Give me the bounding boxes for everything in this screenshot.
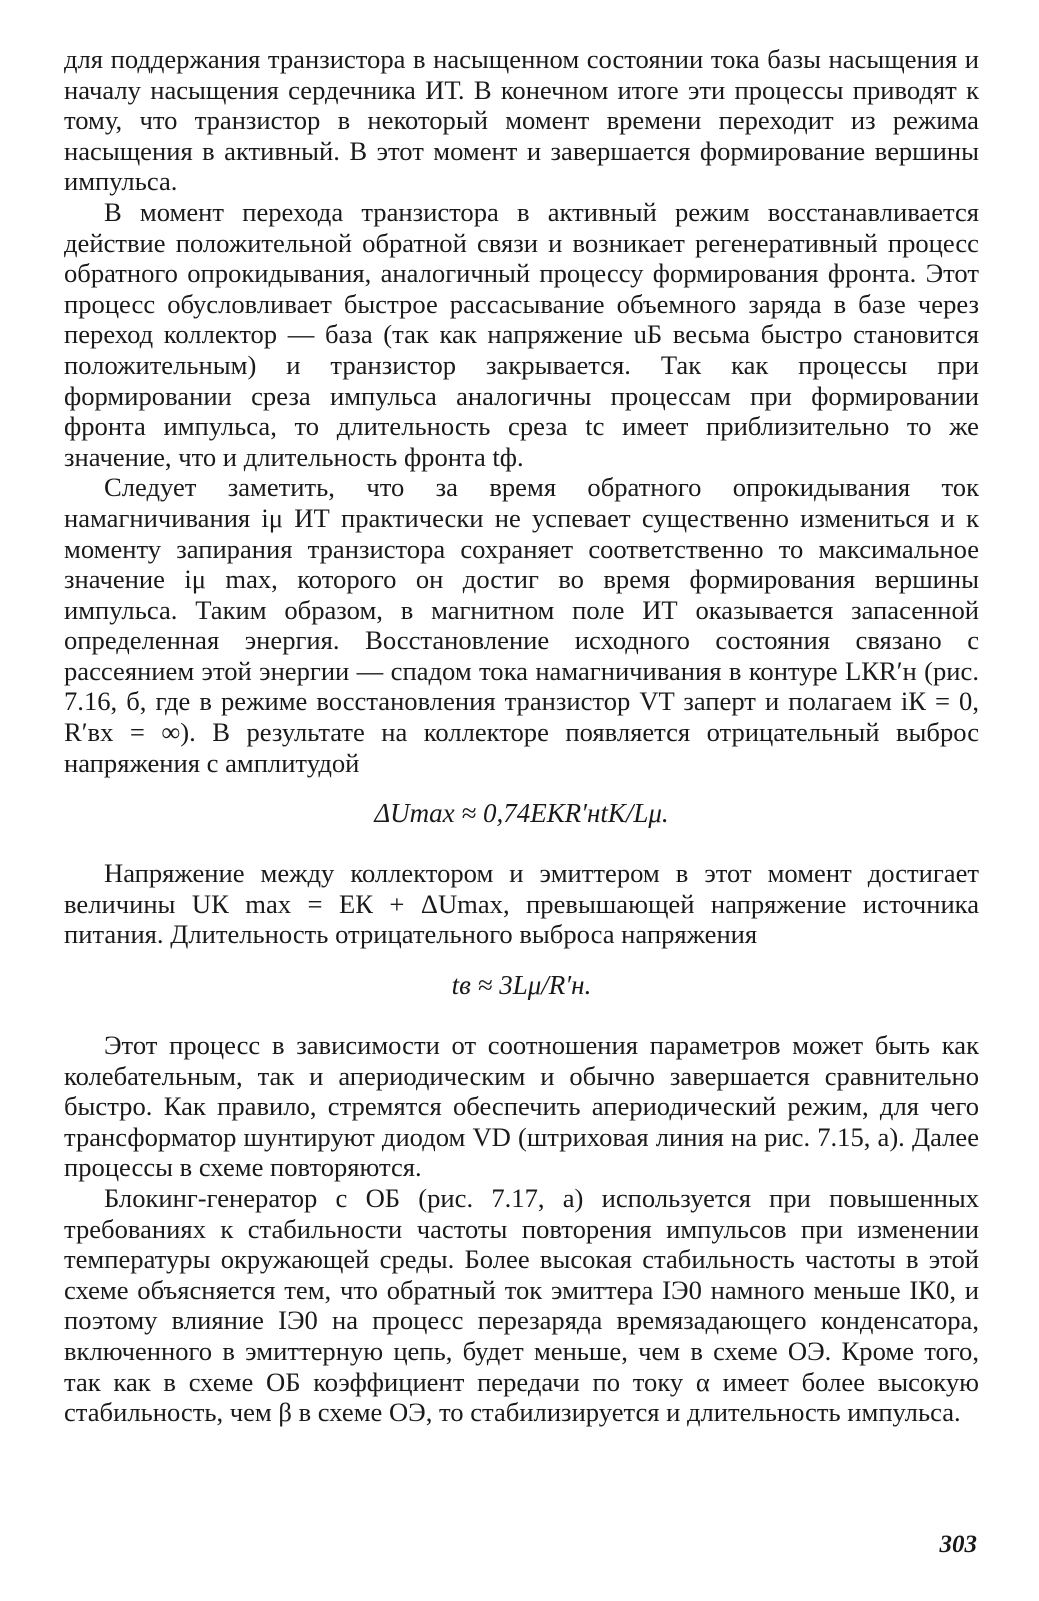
paragraph-1: для поддержания транзистора в насыщенном состоянии тока базы насыщения и началу насыщения сердечника ИТ. В конечном итоге эти процессы приводят к тому, что транзистор в некоторый момент времени переходит из режима насыщения в активный. В этот момент и завершается формирование вершины импульса.	[64, 44, 979, 197]
formula-t-v: tв ≈ 3Lμ/R′н.	[451, 970, 592, 1001]
paragraph-5: Этот процесс в зависимости от соотношения параметров может быть как колебательным, так и апериодическим и обычно завершается сравнительно быстро. Как правило, стремятся обеспечить апериодический режим, для чего трансформатор шунтируют диодом VD (штриховая линия на рис. 7.15, а). Далее процессы в схеме повторяются.	[64, 1030, 979, 1183]
paragraph-3: Следует заметить, что за время обратного опрокидывания ток намагничивания iμ ИТ практически не успевает существенно измениться и к моменту запирания транзистора сохраняет соответственно то максимальное значение iμ max, которого он достиг во время формирования вершины импульса. Таким образом, в магнитном поле ИТ оказывается запасенной определенная энергия. Восстановление исходного состояния связано с рассеянием этой энергии — спадом тока намагничивания в контуре LКR′н (рис. 7.16, б, где в режиме восстановления транзистор VT заперт и полагаем iК = 0, R′вх = ∞). В результате на коллекторе появляется отрицательный выброс напряжения с амплитудой	[64, 472, 979, 778]
paragraph-2: В момент перехода транзистора в активный режим восстанавливается действие положительной обратной связи и возникает регенеративный процесс обратного опрокидывания, аналогичный процессу формирования фронта. Этот процесс обусловливает быстрое рассасывание объемного заряда в базе через переход коллектор — база (так как напряжение uБ весьма быстро становится положительным) и транзистор закрывается. Так как процессы при формировании среза импульса аналогичны процессам при формировании фронта импульса, то длительность среза tс имеет приблизительно то же значение, что и длительность фронта tф.	[64, 196, 979, 472]
page-number: 303	[939, 1531, 977, 1558]
paragraph-4: Напряжение между коллектором и эмиттером в этот момент достигает величины UК max = EК + ΔUmax, превышающей напряжение источника питания. Длительность отрицательного выброса напряжения	[64, 858, 979, 950]
formula-delta-u-max: ΔUmax ≈ 0,74EКR′нtК/Lμ.	[374, 798, 669, 829]
paragraph-6: Блокинг-генератор с ОБ (рис. 7.17, а) используется при повышенных требованиях к стабильности частоты повторения импульсов при изменении температуры окружающей среды. Более высокая стабильность частоты в этой схеме объясняется тем, что обратный ток эмиттера IЭ0 намного меньше IК0, и поэтому влияние IЭ0 на процесс перезаряда времязадающего конденсатора, включенного в эмиттерную цепь, будет меньше, чем в схеме ОЭ. Кроме того, так как в схеме ОБ коэффициент передачи по току α имеет более высокую стабильность, чем β в схеме ОЭ, то стабилизируется и длительность импульса.	[64, 1183, 979, 1428]
